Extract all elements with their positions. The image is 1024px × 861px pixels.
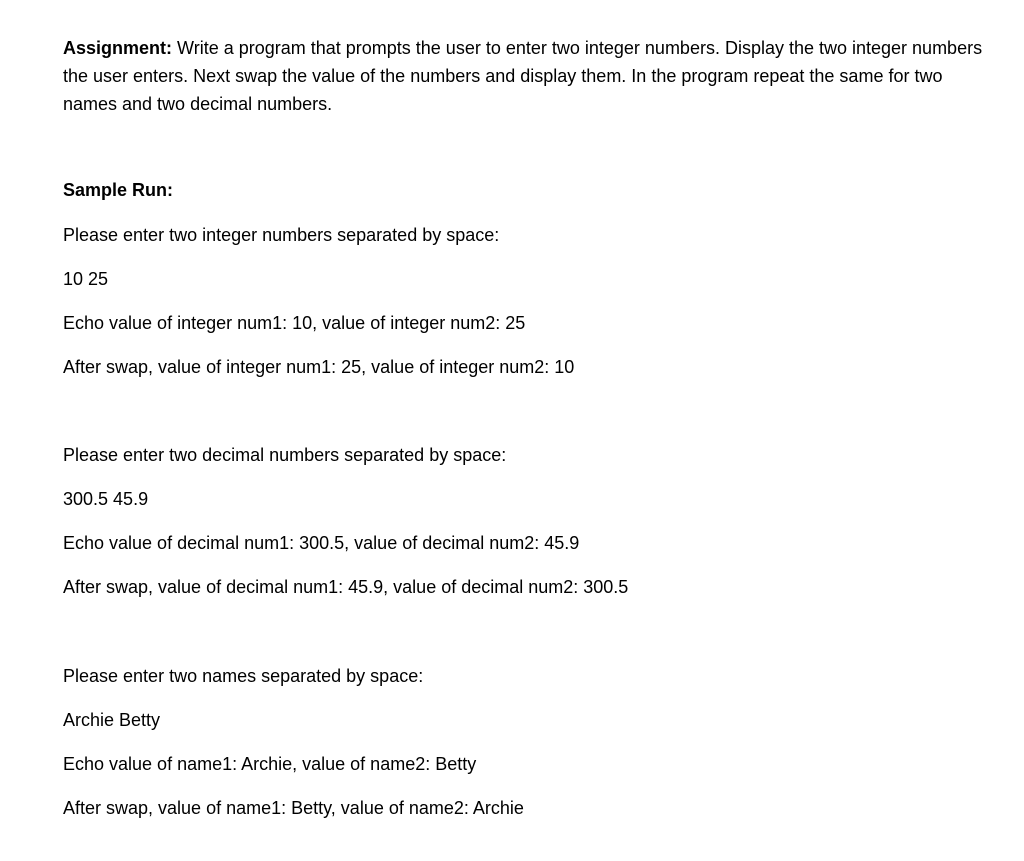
assignment-text: Write a program that prompts the user to enter two integer numbers. Display the two integer numbers the user enters. Next swap the value of the numbers and display them. In the program repeat the same for two names and two decimal numbers. bbox=[63, 38, 983, 114]
integer-input: 10 25 bbox=[63, 269, 109, 289]
decimal-echo: Echo value of decimal num1: 300.5, value of decimal num2: 45.9 bbox=[63, 533, 580, 553]
names-input: Archie Betty bbox=[63, 710, 161, 730]
integer-after-swap: After swap, value of integer num1: 25, value of integer num2: 10 bbox=[63, 357, 575, 377]
decimal-input: 300.5 45.9 bbox=[63, 489, 149, 509]
assignment-paragraph bbox=[63, 34, 993, 118]
decimal-prompt: Please enter two decimal numbers separated by space: bbox=[63, 445, 507, 465]
integer-prompt: Please enter two integer numbers separated by space: bbox=[63, 225, 500, 245]
assignment-label: Assignment: bbox=[63, 38, 173, 58]
names-after-swap: After swap, value of name1: Betty, value of name2: Archie bbox=[63, 798, 524, 818]
names-prompt: Please enter two names separated by space: bbox=[63, 666, 424, 686]
sample-run-heading: Sample Run: bbox=[63, 180, 174, 200]
decimal-after-swap: After swap, value of decimal num1: 45.9, value of decimal num2: 300.5 bbox=[63, 577, 629, 597]
integer-echo: Echo value of integer num1: 10, value of integer num2: 25 bbox=[63, 313, 526, 333]
names-echo: Echo value of name1: Archie, value of name2: Betty bbox=[63, 754, 477, 774]
